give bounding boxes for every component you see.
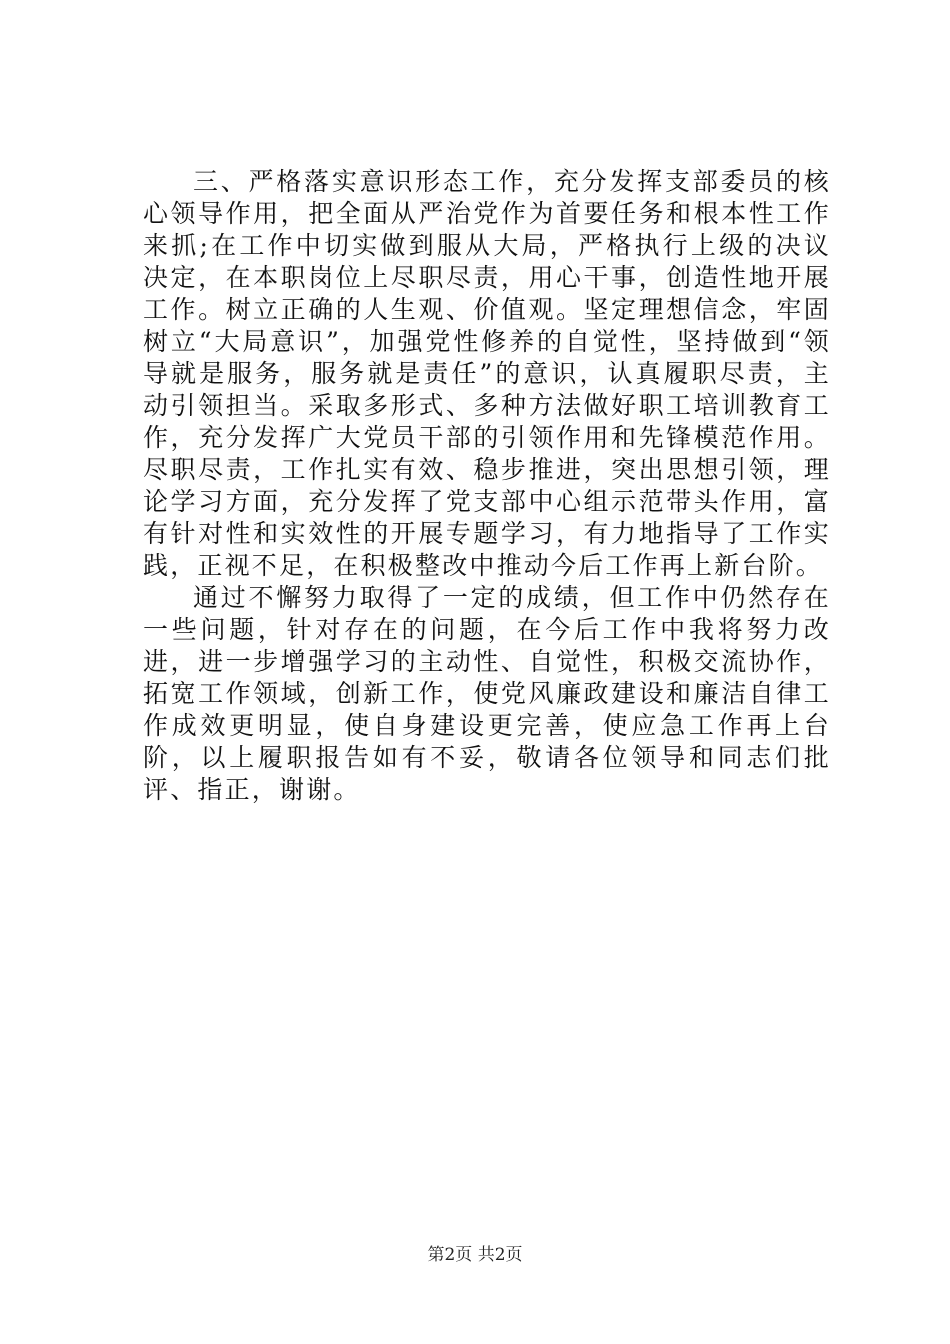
page-number-footer: 第2页 共2页 (427, 1245, 523, 1265)
paragraph: 通过不懈努力取得了一定的成绩，但工作中仍然存在一些问题，针对存在的问题，在今后工作中我将努力改进，进一步增强学习的主动性、自觉性，积极交流协作，拓宽工作领域，创新工作，使党风廉政建设和廉洁自律工作成效更明显，使自身建设更完善，使应急工作再上台阶，以上履职报告如有不妥，敬请各位领导和同志们批评、指正，谢谢。 (143, 583, 831, 804)
document-body (143, 166, 831, 806)
paragraph: 三、严格落实意识形态工作，充分发挥支部委员的核心领导作用，把全面从严治党作为首要任务和根本性工作来抓;在工作中切实做到服从大局，严格执行上级的决议决定，在本职岗位上尽职尽责，用心干事，创造性地开展工作。树立正确的人生观、价值观。坚定理想信念，牢固树立“大局意识”，加强党性修养的自觉性，坚持做到“领导就是服务，服务就是责任”的意识，认真履职尽责，主动引领担当。采取多形式、多种方法做好职工培训教育工作，充分发挥广大党员干部的引领作用和先锋模范作用。尽职尽责，工作扎实有效、稳步推进，突出思想引领，理论学习方面，充分发挥了党支部中心组示范带头作用，富有针对性和实效性的开展专题学习，有力地指导了工作实践，正视不足，在积极整改中推动今后工作再上新台阶。 (143, 167, 831, 580)
